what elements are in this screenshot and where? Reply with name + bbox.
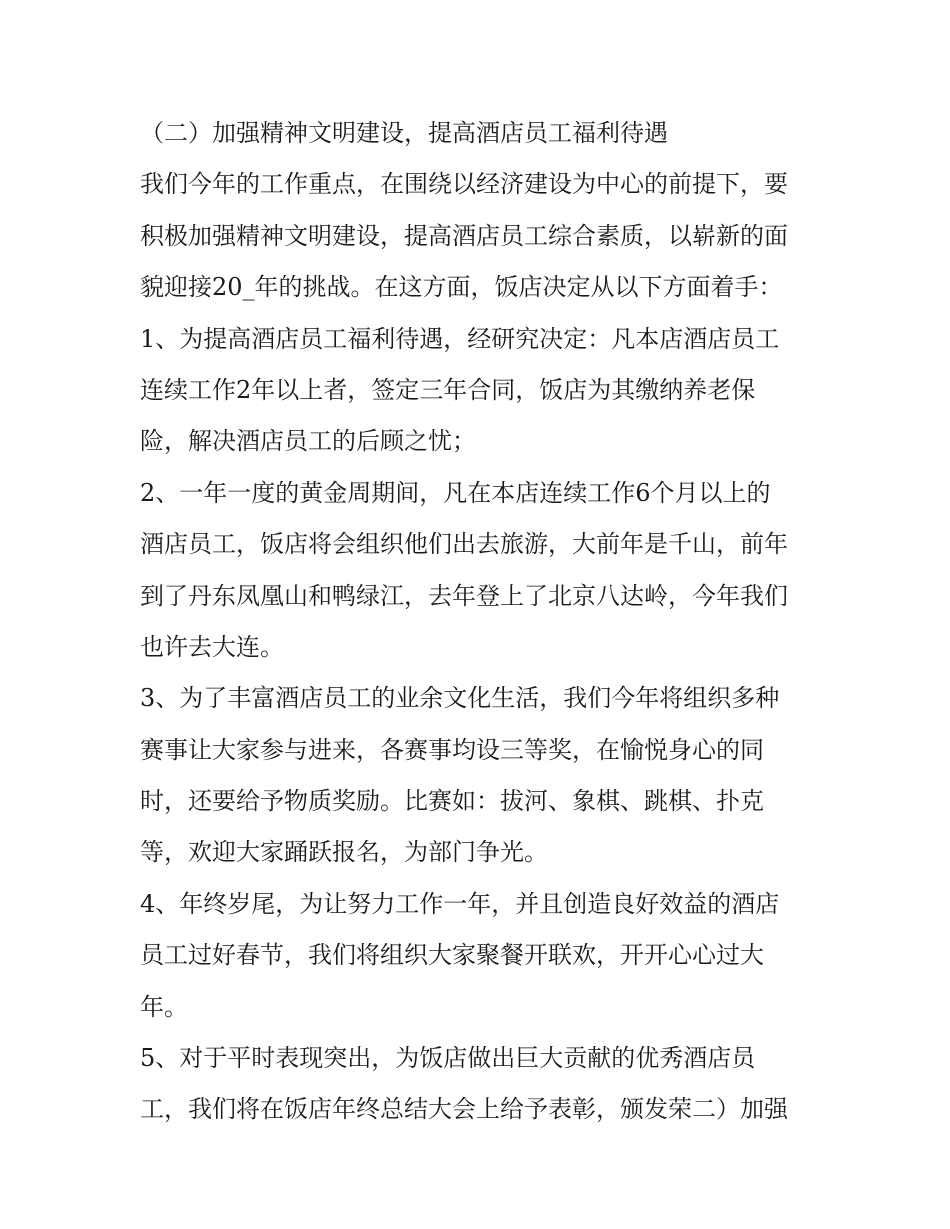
text-line-1: 我们今年的工作重点，在围绕以经济建设为中心的前提下，要 (140, 170, 788, 199)
list-item-5-line-2: 工，我们将在饭店年终总结大会上给予表彰，颁发荣二）加强 (140, 1095, 788, 1124)
text-line-2: 积极加强精神文明建设，提高酒店员工综合素质，以崭新的面 (140, 221, 788, 250)
list-item-4-line-2: 员工过好春节，我们将组织大家聚餐开联欢，开开心心过大 (140, 941, 764, 970)
list-item-4-line-1: 4、年终岁尾，为让努力工作一年，并且创造良好效益的酒店 (140, 889, 780, 918)
list-item-2-line-4: 也许去大连。 (140, 632, 284, 661)
list-item-1-line-2: 连续工作2年以上者，签定三年合同，饭店为其缴纳养老保 (140, 375, 756, 404)
list-item-3-line-3: 时，还要给予物质奖励。比赛如：拔河、象棋、跳棋、扑克 (140, 787, 764, 816)
list-item-4-line-3: 年。 (140, 992, 188, 1021)
section-heading: （二）加强精神文明建设，提高酒店员工福利待遇 (140, 119, 668, 147)
list-item-1-line-1: 1、为提高酒店员工福利待遇，经研究决定：凡本店酒店员工 (140, 324, 780, 353)
list-item-3-line-2: 赛事让大家参与进来，各赛事均设三等奖，在愉悦身心的同 (140, 735, 764, 764)
list-item-3-line-4: 等，欢迎大家踊跃报名，为部门争光。 (140, 838, 548, 867)
list-item-5-line-1: 5、对于平时表现突出，为饭店做出巨大贡献的优秀酒店员 (140, 1044, 756, 1073)
document-body (140, 108, 820, 1136)
text-line-3: 貌迎接20_年的挑战。在这方面，饭店决定从以下方面着手： (140, 273, 783, 302)
list-item-1-line-3: 险，解决酒店员工的后顾之忧； (140, 427, 476, 456)
list-item-2-line-2: 酒店员工，饭店将会组织他们出去旅游，大前年是千山，前年 (140, 530, 788, 559)
list-item-2-line-1: 2、一年一度的黄金周期间，凡在本店连续工作6个月以上的 (140, 478, 771, 507)
list-item-3-line-1: 3、为了丰富酒店员工的业余文化生活，我们今年将组织多种 (140, 684, 780, 713)
list-item-2-line-3: 到了丹东凤凰山和鸭绿江，去年登上了北京八达岭，今年我们 (140, 581, 788, 610)
